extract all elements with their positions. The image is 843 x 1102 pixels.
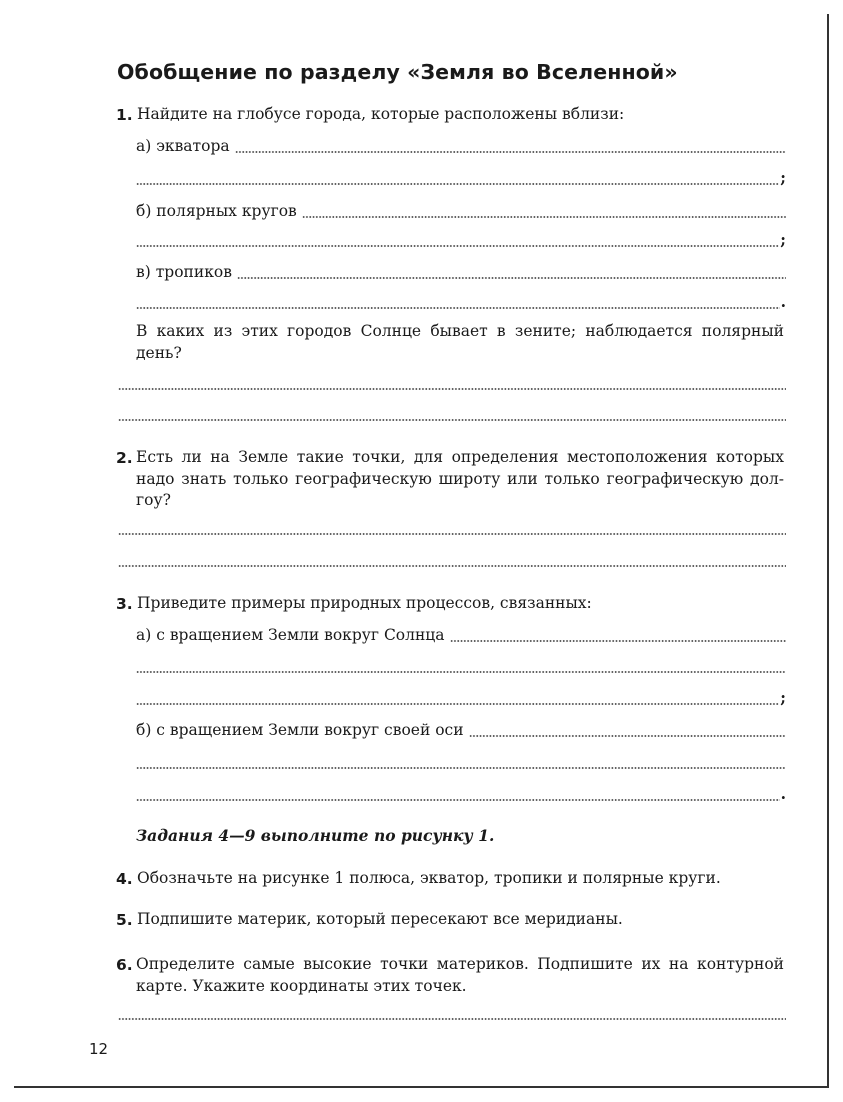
option-label: а) с вращением Земли вокруг Солнца [136, 626, 445, 644]
dotted-line [237, 277, 786, 279]
question-3-text: Приведите примеры природных процессов, связанных: [137, 594, 592, 612]
dotted-line [302, 216, 786, 218]
dotted-line [118, 533, 786, 535]
question-4-text: Обозначьте на рисунке 1 полюса, экватор, тропики и полярные круги. [137, 869, 721, 887]
dotted-line [450, 640, 786, 642]
answer-line-1-extra-1[interactable] [118, 373, 786, 393]
answer-line-1c[interactable] [136, 262, 786, 282]
question-1-followup: В каких из этих городов Солнце бывает в зените; наблюдается полярный день? [136, 322, 784, 362]
answer-line-3b-cont-1[interactable] [136, 752, 786, 772]
dotted-line [136, 703, 779, 705]
dotted-line [118, 1018, 786, 1020]
question-2-text: Есть ли на Земле такие точки, для определения местоположения которых надо знать только географическую широту или только географическую дол-гоу? [136, 448, 784, 509]
dotted-line [136, 245, 779, 247]
option-label: б) с вращением Земли вокруг своей оси [136, 721, 464, 739]
answer-line-1a-cont[interactable] [136, 168, 786, 188]
page-number: 12 [89, 1040, 109, 1058]
punctuation: . [780, 292, 786, 311]
question-4-number: 4. [116, 870, 133, 888]
answer-line-6-1[interactable] [118, 1003, 786, 1023]
question-2-number: 2. [116, 449, 133, 467]
option-label: в) тропиков [136, 263, 232, 281]
dotted-line [235, 151, 786, 153]
answer-line-1b-cont[interactable] [136, 230, 786, 250]
question-5-number: 5. [116, 911, 133, 929]
page-title: Обобщение по разделу «Земля во Вселенной» [117, 60, 678, 84]
option-label: б) полярных кругов [136, 202, 297, 220]
dotted-line [136, 183, 779, 185]
punctuation: . [780, 784, 786, 803]
dotted-line [118, 388, 786, 390]
dotted-line [136, 671, 786, 673]
tasks-note: Задания 4—9 выполните по рисунку 1. [136, 826, 495, 845]
punctuation: ; [780, 230, 786, 249]
question-1-number: 1. [116, 106, 133, 124]
dotted-line [136, 799, 780, 801]
answer-line-1a[interactable] [136, 136, 786, 156]
answer-line-1b[interactable] [136, 201, 786, 221]
question-6-number: 6. [116, 956, 133, 974]
question-6-text: Определите самые высокие точки материков. Подпишите их на контурной карте. Укажите координаты этих точек. [136, 955, 784, 995]
dotted-line [118, 565, 786, 567]
option-label: а) экватора [136, 137, 230, 155]
punctuation: ; [780, 688, 786, 707]
answer-line-3a-cont-1[interactable] [136, 656, 786, 676]
answer-line-2-1[interactable] [118, 518, 786, 538]
answer-line-3a-cont-2[interactable] [136, 688, 786, 708]
answer-line-3b[interactable] [136, 720, 786, 740]
answer-line-1c-cont[interactable] [136, 292, 786, 312]
answer-line-1-extra-2[interactable] [118, 404, 786, 424]
question-5-text: Подпишите материк, который пересекают все меридианы. [137, 910, 623, 928]
question-1-text: Найдите на глобусе города, которые расположены вблизи: [137, 105, 625, 123]
dotted-line [136, 307, 780, 309]
answer-line-3a[interactable] [136, 625, 786, 645]
dotted-line [469, 735, 786, 737]
question-3-number: 3. [116, 595, 133, 613]
dotted-line [136, 767, 786, 769]
punctuation: ; [780, 168, 786, 187]
dotted-line [118, 419, 786, 421]
answer-line-3b-cont-2[interactable] [136, 784, 786, 804]
answer-line-2-2[interactable] [118, 550, 786, 570]
